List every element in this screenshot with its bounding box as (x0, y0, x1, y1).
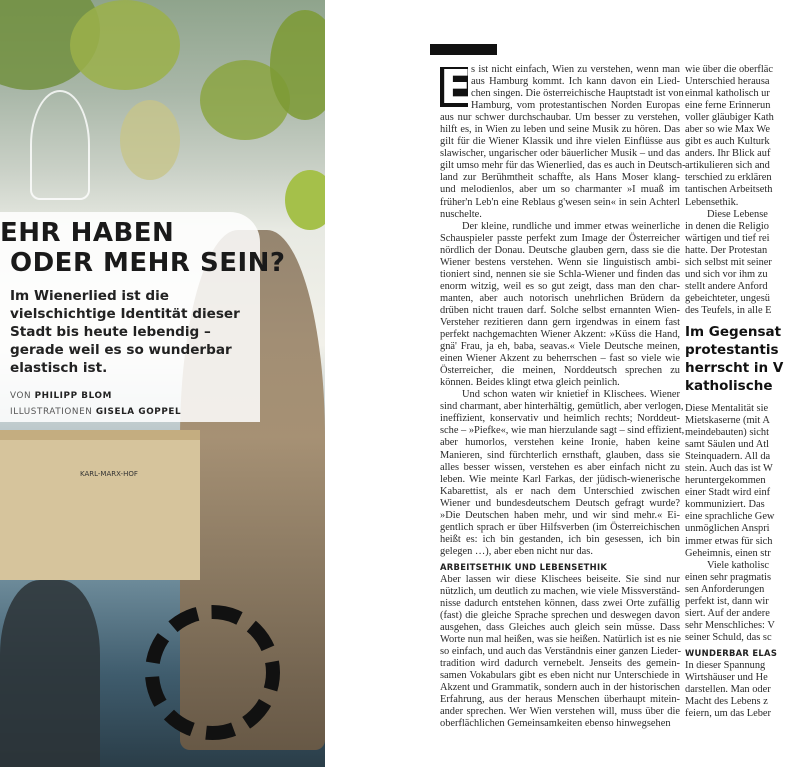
pull-quote-line: Im Gegensat (685, 323, 782, 340)
figure (0, 580, 100, 767)
text-line: Der kleine, rundliche und immer etwas weinerliche (462, 220, 680, 232)
title-line: ODER MEHR SEIN? (10, 248, 286, 278)
text-line: Und schon waten wir knietief in Klischees. Wiener (462, 389, 680, 401)
text-line: heruntergekommen (685, 475, 766, 487)
text-line: aus Hamburg kommt. Ich kann davon ein Lied- (471, 76, 680, 88)
pull-quote-line: katholische (685, 377, 773, 394)
byline (10, 388, 181, 420)
text-line: slawischer, ungarischer oder bäuerlicher Musik – und das (440, 148, 680, 160)
text-line: Erfahrung, aus der heraus Menschen überhaupt mitein- (440, 694, 680, 706)
text-line: drüben nicht trauen darf. Solche selbst ernannten Wien- (440, 304, 680, 316)
text-line: leben. Wie meinte Karl Farkas, der jüdisch-wienerische (440, 473, 680, 485)
text-line: hatte. Der Protestan (685, 244, 768, 256)
text-line: stein. Auch das ist W (685, 463, 773, 475)
text-line: voller gläubiger Kath (685, 112, 774, 124)
illustrator: GISELA GOPPEL (95, 407, 182, 417)
standfirst-line: Stadt bis heute lebendig – (10, 324, 211, 340)
text-line: feiern, um das Leber (685, 708, 771, 720)
text-line: Wiener bestens verstehen. Wenn sie linguistisch ambi- (440, 256, 680, 268)
pull-quote-line: protestantis (685, 341, 779, 358)
text-line: perfekt ist, dann wir (685, 595, 769, 607)
text-line: sen Anforderungen (685, 583, 765, 595)
text-line: gelegen …), aber eben nicht nur das. (440, 545, 593, 557)
text-line: terschied zu erklären (685, 172, 772, 184)
text-line: anders. Ihr Blick auf (685, 148, 771, 160)
text-line: in denen die Religio (685, 220, 769, 232)
text-line: Akzent und Grammatik, sondern auch in der historischen (440, 682, 680, 694)
text-line: Unterschied herausa (685, 76, 770, 88)
text-line: nisse dadurch entstehen können, dass zwei Orte zufällig (440, 598, 680, 610)
text-line: tioniert sind, nennen sie sie Schla-Wiener und finden das (440, 268, 680, 280)
text-column-1 (440, 60, 686, 731)
text-line: Steinquadern. All da (685, 451, 771, 463)
text-line: In dieser Spannung (685, 659, 766, 671)
text-line: oberflächlichen Gemeinsamkeiten ebenso hinwegsehen (440, 718, 671, 730)
text-line: einmal katholisch ur (685, 88, 770, 100)
standfirst (10, 287, 240, 377)
subheading: WUNDERBAR ELAS (685, 647, 778, 658)
text-line: tantischen Arbeitseth (685, 184, 773, 196)
text-line: einen Wiener Akzent zu beherrschen – fast so viele wie (440, 353, 680, 365)
text-line: Hamburg, vom protestantischen Norden Europas (471, 100, 680, 112)
text-line: ausgehen, dass Gleiches auch gleich sein müsse. Dass (440, 622, 680, 634)
text-line: so einfach, und auch das Verständnis einer ganzen Lieder- (440, 646, 682, 658)
standfirst-line: gerade weil es so wunderbar (10, 342, 232, 358)
text-line: Diese Lebense (707, 208, 768, 220)
text-line: gentlich sprach er über Hilfsverben (im Österreichischen (440, 521, 680, 533)
text-line: heißt es: ich bin gestanden, ich bin gesessen, ich bin (440, 533, 680, 545)
text-line: meindebauten) sicht (685, 427, 769, 439)
text-line: eine ferne Erinnerun (685, 100, 771, 112)
article-title (0, 218, 286, 278)
text-line: manten, aber auch notorisch unehrlichen Brüdern da (440, 292, 680, 304)
text-line: aus nur schwer durchschaubar. Um besser zu verstehen, (440, 112, 680, 124)
text-line: Kabarettist, als er nach dem Unterschied zwischen (440, 485, 680, 497)
text-line: nuschelte. (440, 208, 482, 220)
text-line: Worte nun mal heißen, was sie heißen. Natürlich ist es nie (440, 634, 681, 646)
text-line: Viele katholisc (707, 559, 769, 571)
text-line: unmöglichen Anspri (685, 523, 770, 535)
text-line: seiner Schuld, das sc (685, 631, 772, 643)
text-line: chen singen. Die österreichische Hauptstadt ist von (471, 88, 684, 100)
text-line: Lebensethik. (685, 196, 739, 208)
author: PHILIPP BLOM (34, 391, 112, 401)
text-line: »Die Deutschen haben mehr, und wir sind mehr.« Ei- (440, 509, 680, 521)
text-line: früher'n Leb'n eine Reblaus g'wesen sein« in sein Achterl (440, 196, 680, 208)
standfirst-line: Im Wienerlied ist die (10, 288, 170, 304)
standfirst-line: vielschichtige Identität dieser (10, 306, 240, 322)
byline-label: ILLUSTRATIONEN (10, 407, 96, 417)
text-line: eine sprachliche Gew (685, 511, 775, 523)
standfirst-line: elastisch ist. (10, 360, 108, 376)
text-line: und melodienlos, aber um so charmanter »I muaß im (440, 184, 680, 196)
text-line: wärtigen und tief rei (685, 232, 770, 244)
text-line: gibt es auch Kulturk (685, 136, 770, 148)
text-line: einen sehr pragmatis (685, 571, 771, 583)
text-line: gnä' Frau, ja eh, baba, seavas.« Viele Deutsche meinen, (440, 341, 680, 353)
text-line: Mietskaserne (mit A (685, 415, 770, 427)
text-line: tradition wird dadurch vernebelt. Jenseits des gemein- (440, 658, 680, 670)
text-line: enorm witzig, weil es so gut zeigt, dass man den char- (440, 280, 680, 292)
text-line: sche – »Piefke«, wie man hierzulande sagt – sind effizient, (440, 425, 685, 437)
text-line: einer Stadt wird einf (685, 487, 771, 499)
text-line: land zur Berühmtheit schaffte, als Hans Moser klang- (440, 172, 680, 184)
text-line: aber humorlos, verstehen keine Ironie, haben keine (440, 437, 680, 449)
illustration (0, 0, 325, 767)
text-line: hilft es, in Wien zu leben und seine Musik zu hören. Das (440, 124, 680, 136)
text-line: können. Beides klingt etwa gleich peinlich. (440, 377, 620, 389)
text-line: Geheimnis, einen str (685, 547, 771, 559)
text-line: nördlich der Donau. Deutsche glauben gern, dass sie die (440, 244, 680, 256)
text-line: nützlich, um deutlich zu machen, wie viele Missverständ- (440, 585, 680, 597)
text-line: alles besser wissen, verstehen es aber einfach nicht zu (440, 461, 680, 473)
text-line: Schauspieler passte perfekt zum Image der Österreicher (440, 232, 680, 244)
text-line: perfekt nachgemachten Wiener Akzent: »Küss die Hand, (440, 329, 680, 341)
text-line: Diese Mentalität sie (685, 402, 769, 414)
text-line: darstellen. Man oder (685, 684, 771, 696)
text-line: s ist nicht einfach, Wien zu verstehen, wenn man (471, 64, 680, 75)
pull-quote (685, 323, 805, 395)
text-line: Wirtshäuser und He (685, 671, 768, 683)
text-line: kommuniziert. Das (685, 499, 765, 511)
text-line: sind charmant, aber hinterhältig, gemütlich, aber verlogen, (440, 401, 684, 413)
text-line: artikulieren sich and (685, 160, 770, 172)
text-line: ander sprechen. Wer Wien verstehen will, muss über die (440, 706, 680, 718)
text-line: samen Vokabulars gibt es eben nicht nur Unterschiede in (440, 670, 680, 682)
title-line: EHR HABEN (0, 218, 175, 248)
section-bar (430, 44, 497, 55)
text-line: samt Säulen und Atl (685, 439, 769, 451)
text-line: stellt andere Anford (685, 280, 768, 292)
text-line: gilt für die Wiener Klassik und ihre vielen Einflüsse aus (440, 136, 680, 148)
chandelier-icon (30, 90, 90, 200)
text-line: des Teufels, in alle E (685, 304, 772, 316)
text-line: Versteher rezitieren dann gern irgendwas in einem fast (440, 316, 680, 328)
text-line: Wiener und bundesdeutschem Deutsch gefragt wurde? (440, 497, 680, 509)
text-line: siert. Auf der andere (685, 607, 770, 619)
pull-quote-line: herrscht in V (685, 359, 784, 376)
text-line: gebeichteter, ungesü (685, 292, 770, 304)
text-column-2 (685, 64, 805, 720)
text-line: Manieren, sind fürchterlich ernsthaft, glauben, dass sie (440, 449, 680, 461)
text-line: Macht des Lebens z (685, 696, 768, 708)
text-line: Aber lassen wir diese Klischees beiseite. Sie sind nur (440, 573, 680, 585)
byline-label: VON (10, 391, 35, 401)
gear-icon (145, 605, 280, 740)
text-line: wie über die oberfläc (685, 64, 773, 75)
text-line: sich selbst mit seiner (685, 256, 772, 268)
text-line: gilt umso mehr für das Wienerlied, das es auch in Deutsch- (440, 160, 686, 172)
text-line: immer etwas für sich (685, 535, 773, 547)
building: KARL-MARX-HOF (0, 430, 200, 580)
text-line: Österreicher, die meinen, Norddeutsch sprechen zu (440, 365, 680, 377)
text-line: ineffizient, konservativ und heimlich rechts; Norddeut- (440, 413, 680, 425)
text-line: und sich vor ihm zu (685, 268, 768, 280)
drop-cap: E (440, 60, 472, 114)
text-line: sehr Menschliches: V (685, 619, 775, 631)
text-line: aber so wie Max We (685, 124, 770, 136)
subheading: ARBEITSETHIK UND LEBENSETHIK (440, 561, 608, 572)
text-line: (fast) die gleiche Sprache sprechen und deswegen davon (440, 610, 680, 622)
